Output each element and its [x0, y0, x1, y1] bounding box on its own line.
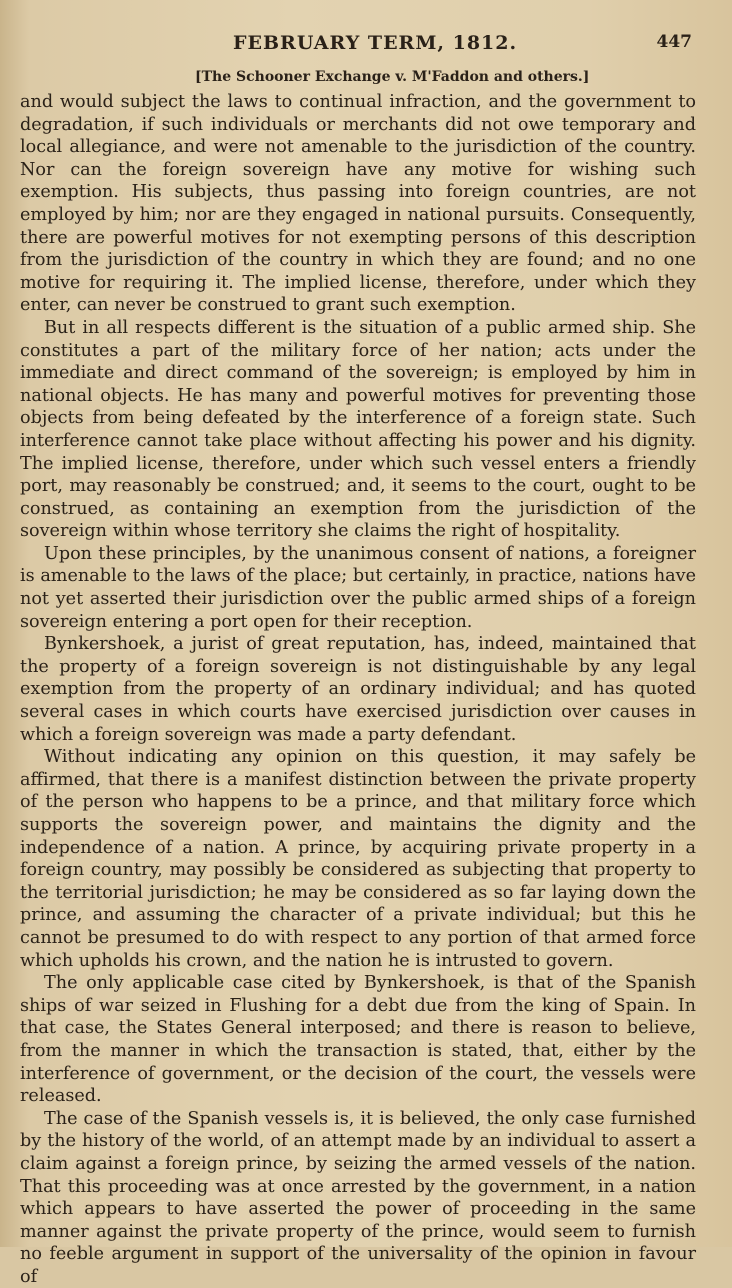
body-text: [20, 91, 696, 1288]
paragraph: Upon these principles, by the unanimous consent of nations, a foreigner is amenable to the laws of the place; but certainly, in practice, nations have not yet asserted their jurisdiction over the public armed ships of a foreign sovereign entering a port open for their reception.: [20, 543, 696, 632]
page-header: [0, 30, 732, 58]
paragraph: and would subject the laws to continual infraction, and the government to degradation, if such individuals or merchants did not owe temporary and local allegiance, and were not amenable to the jurisdiction of the country. Nor can the foreign sovereign have any motive for wishing such exemption. His subjects, thus passing into foreign countries, are not employed by him; nor are they engaged in national pursuits. Consequently, there are powerful motives for not exempting persons of this description from the jurisdiction of the country in which they are found; and no one motive for requiring it. The implied license, therefore, under which they enter, can never be construed to grant such exemption.: [20, 92, 696, 316]
paragraph: The only applicable case cited by Bynkershoek, is that of the Spanish ships of war seized in Flushing for a debt due from the king of Spain. In that case, the States General interposed; and there is reason to believe, from the manner in which the transaction is stated, that, either by the interference of government, or the decision of the court, the vessels were released.: [20, 973, 696, 1107]
paragraph: But in all respects different is the situation of a public armed ship. She constitutes a part of the military force of her nation; acts under the immediate and direct command of the sovereign; is employed by him in national objects. He has many and powerful motives for preventing those objects from being defeated by the interference of a foreign state. Such interference cannot take place without affecting his power and his dignity. The implied license, therefore, under which such vessel enters a friendly port, may reasonably be construed; and, it seems to the court, ought to be construed, as containing an exemption from the jurisdiction of the sovereign within whose territory she claims the right of hospitality.: [20, 317, 696, 542]
paragraph: Bynkershoek, a jurist of great reputation, has, indeed, maintained that the property of a foreign sovereign is not distinguishable by any legal exemption from the property of an ordinary individual; and has quoted several cases in which courts have exercised jurisdiction over causes in which a foreign sovereign was made a party defendant.: [20, 634, 696, 745]
paragraph: Without indicating any opinion on this question, it may safely be affirmed, that there is a manifest distinction between the private property of the person who happens to be a prince, and that military force which supports the sovereign power, and maintains the dignity and the independence of a nation. A prince, by acquiring private property in a foreign country, may possibly be considered as subjecting that property to the territorial jurisdiction; he may be considered as so far laying down the prince, and assuming the character of a private individual; but this he cannot be presumed to do with respect to any portion of that armed force which upholds his crown, and the nation he is intrusted to govern.: [20, 747, 696, 971]
paragraph: The case of the Spanish vessels is, it is believed, the only case furnished by the history of the world, of an attempt made by an individual to assert a claim against a foreign prince, by seizing the armed vessels of the nation. That this proceeding was at once arrested by the government, in a nation which appears to have asserted the power of proceeding in the same manner against the private property of the prince, would seem to furnish no feeble argument in support of the universality of the opinion in favour of: [20, 1108, 696, 1287]
page-number: 447: [656, 32, 692, 52]
case-heading: [The Schooner Exchange v. M'Faddon and others.]: [195, 69, 590, 85]
running-title: FEBRUARY TERM, 1812.: [233, 32, 518, 54]
